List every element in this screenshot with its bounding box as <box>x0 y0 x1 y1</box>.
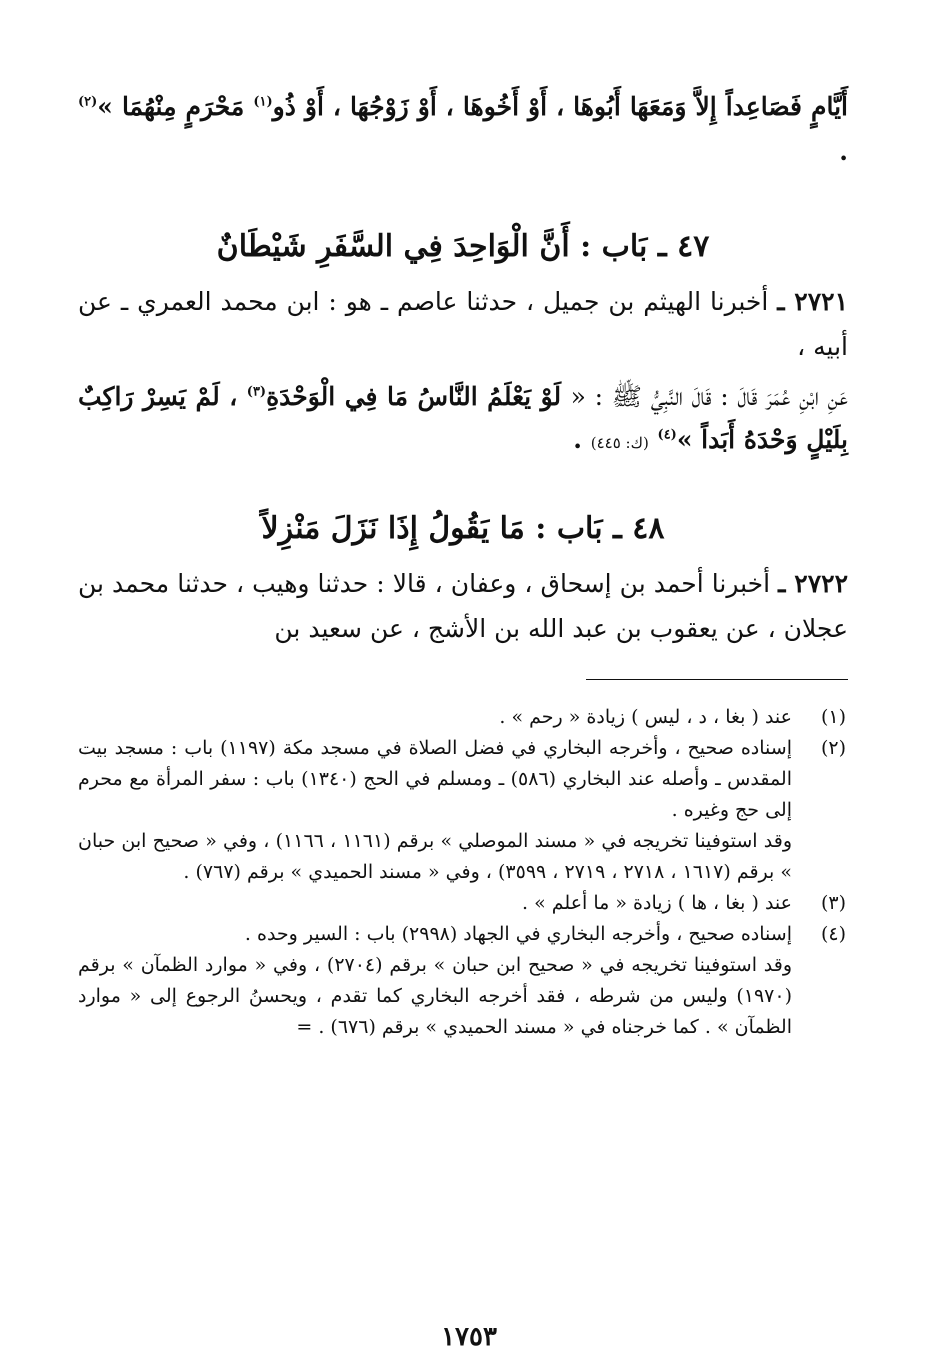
matn-text-2: ، لَمْ يَسِرْ رَاكِبٌ بِلَيْلٍ وَحْدَهُ أَبَداً » <box>78 382 848 454</box>
hadith-matn <box>78 375 848 465</box>
footnote-number: (٣) <box>820 892 846 914</box>
footnotes <box>78 702 848 1043</box>
footnote-ref-2[interactable]: (٢) <box>78 94 98 110</box>
footnote-text-2: وقد استوفينا تخريجه في « صحيح ابن حبان » برقم (٢٧٠٤) ، وفي « موارد الظمآن » برقم (١٩٧٠) وليس من شرطه ، فقد أخرجه البخاري كما تقدم ، ويحسنُ الرجوع إلى « موارد الظمآن » . كما خرجناه في « مسند الحميدي » برقم (٦٧٦) . = <box>78 954 793 1038</box>
footnote-number: (١) <box>820 706 846 728</box>
cross-reference: (ك: ٤٤٥) <box>590 434 649 452</box>
footnote-text-2: وقد استوفينا تخريجه في « مسند الموصلي » برقم (١١٦١ ، ١١٦٦) ، وفي « صحيح ابن حبان » برقم (١٦١٧ ، ٢٧١٨ ، ٢٧١٩ ، ٣٥٩٩) ، وفي « مسند الحميدي » برقم (٧٦٧) . <box>78 830 792 883</box>
matn-text-1: لَوْ يَعْلَمُ النَّاسُ مَا فِي الْوَحْدَةِ <box>266 382 562 411</box>
footnote-1 <box>78 702 848 733</box>
footnote-separator <box>586 679 848 680</box>
matn-end: . <box>573 425 583 454</box>
opening-paragraph <box>78 84 848 174</box>
footnote-ref-3[interactable]: (٣) <box>246 384 267 400</box>
footnote-3 <box>78 888 848 919</box>
hadith-isnad <box>78 561 848 651</box>
footnote-number: (٢) <box>820 737 846 759</box>
opening-text-2: مَحْرَمٍ مِنْهُمَا » <box>97 92 245 121</box>
hadith-2721 <box>78 279 848 465</box>
footnote-text: إسناده صحيح ، وأخرجه البخاري في فضل الصلاة في مسجد مكة (١١٩٧) باب : مسجد بيت المقدس ـ وأصله عند البخاري (٥٨٦) ـ ومسلم في الحج (١٣٤٠) باب : سفر المرأة مع محرم إلى حج وغيره . <box>78 737 792 821</box>
page-number: ١٧٥٣ <box>441 1322 497 1352</box>
footnote-ref-4[interactable]: (٤) <box>657 427 677 443</box>
isnad-text: أخبرنا الهيثم بن جميل ، حدثنا عاصم ـ هو : ابن محمد العمري ـ عن أبيه ، <box>78 287 848 361</box>
opening-end: . <box>839 137 848 166</box>
footnote-text: إسناده صحيح ، وأخرجه البخاري في الجهاد (٢٩٩٨) باب : السير وحده . <box>244 923 792 945</box>
hadith-isnad <box>78 279 848 369</box>
footnote-text: عند ( بغا ، ها ) زيادة « ما أعلم » . <box>522 892 792 914</box>
footnote-ref-1[interactable]: (١) <box>253 94 273 110</box>
footnote-4 <box>78 919 848 1043</box>
footnote-text: عند ( بغا ، د ، ليس ) زيادة « رحم » . <box>499 706 792 728</box>
hadith-2722 <box>78 561 848 651</box>
footnote-number: (٤) <box>820 923 846 945</box>
page-body <box>78 84 848 1043</box>
hadith-number: ٢٧٢٢ ـ <box>778 569 849 598</box>
hadith-number: ٢٧٢١ ـ <box>777 287 848 316</box>
chapter-heading-47: ٤٧ ـ بَاب : أَنَّ الْوَاحِدَ فِي السَّفَرِ شَيْطَانٌ <box>216 229 710 264</box>
footnote-2 <box>78 733 848 888</box>
isnad-text: أخبرنا أحمد بن إسحاق ، وعفان ، قالا : حدثنا وهيب ، حدثنا محمد بن عجلان ، عن يعقوب بن عبد الله بن الأشج ، عن سعيد بن <box>78 569 848 643</box>
matn-lead: عَنِ ابْنِ عُمَرَ قَالَ : قَالَ النَّبِيُّ ﷺ : « <box>570 382 848 411</box>
chapter-heading-48: ٤٨ ـ بَاب : مَا يَقُولُ إِذَا نَزَلَ مَنْزِلاً <box>261 511 665 546</box>
opening-text: أَيَّامٍ فَصَاعِداً إِلاَّ وَمَعَهَا أَبُوهَا ، أَوْ أَخُوهَا ، أَوْ زَوْجُهَا ، أَوْ ذُو <box>272 92 848 121</box>
